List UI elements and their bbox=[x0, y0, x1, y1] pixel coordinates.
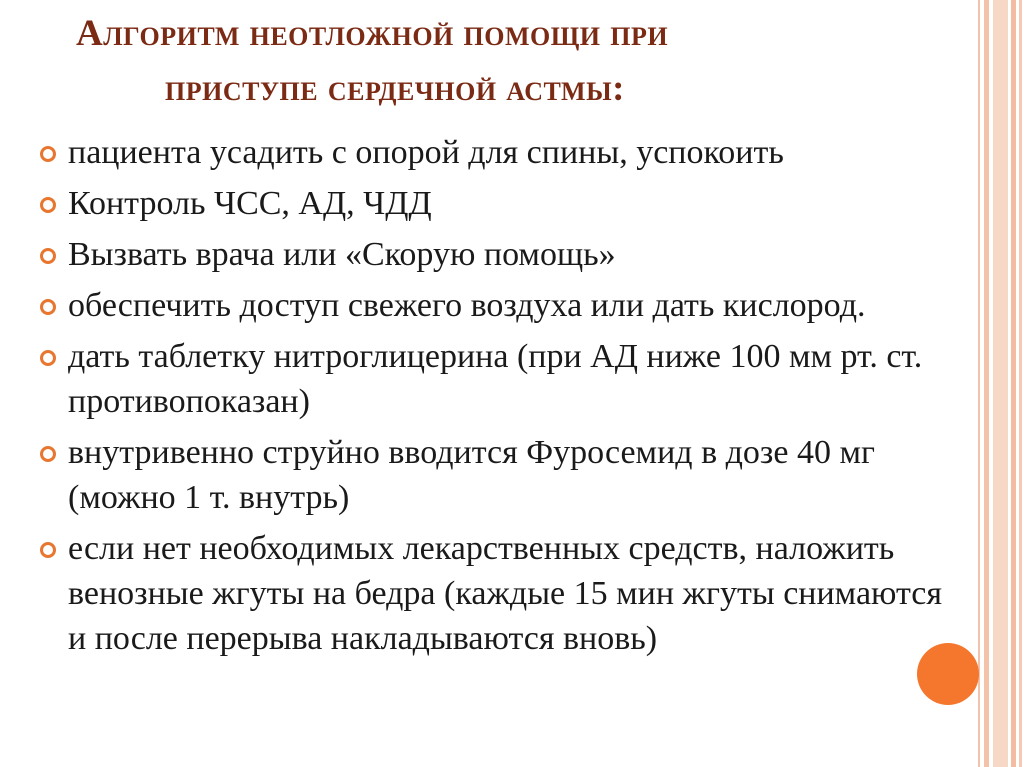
bullet-ring-icon bbox=[40, 446, 56, 462]
decor-stripe bbox=[993, 0, 1008, 767]
list-item-text: Вызвать врача или «Скорую помощь» bbox=[68, 236, 616, 273]
accent-circle-icon bbox=[917, 643, 979, 705]
bullet-ring-icon bbox=[40, 197, 56, 213]
bullet-ring-icon bbox=[40, 542, 56, 558]
list-item bbox=[38, 430, 958, 520]
title-line-2: приступе сердечной астмы: bbox=[165, 68, 625, 109]
list-item-text: внутривенно струйно вводится Фуросемид в дозе 40 мг (можно 1 т. внутрь) bbox=[68, 434, 875, 516]
list-item-text: если нет необходимых лекарственных средств, наложить венозные жгуты на бедра (каждые 15 мин жгуты снимаются и после перерыва накладываются вновь) bbox=[68, 530, 943, 657]
list-item-text: Контроль ЧСС, АД, ЧДД bbox=[68, 185, 432, 222]
list-item bbox=[38, 334, 958, 424]
list-item bbox=[38, 283, 958, 328]
list-item-text: обеспечить доступ свежего воздуха или дать кислород. bbox=[68, 287, 866, 324]
list-item bbox=[38, 130, 958, 175]
decor-stripe bbox=[1019, 0, 1022, 767]
decor-stripe bbox=[978, 0, 980, 767]
list-item-text: дать таблетку нитроглицерина (при АД ниже 100 мм рт. ст. противопоказан) bbox=[68, 338, 923, 420]
decor-stripe bbox=[1011, 0, 1016, 767]
title-line-1: Алгоритм неотложной помощи при bbox=[76, 13, 669, 54]
decor-stripe bbox=[984, 0, 989, 767]
bullet-ring-icon bbox=[40, 248, 56, 264]
list-item-text: пациента усадить с опорой для спины, успокоить bbox=[68, 134, 784, 171]
bullet-ring-icon bbox=[40, 299, 56, 315]
bullet-ring-icon bbox=[40, 350, 56, 366]
list-item bbox=[38, 526, 958, 661]
bullet-ring-icon bbox=[40, 146, 56, 162]
bullet-list bbox=[38, 130, 958, 667]
list-item bbox=[38, 232, 958, 277]
list-item bbox=[38, 181, 958, 226]
